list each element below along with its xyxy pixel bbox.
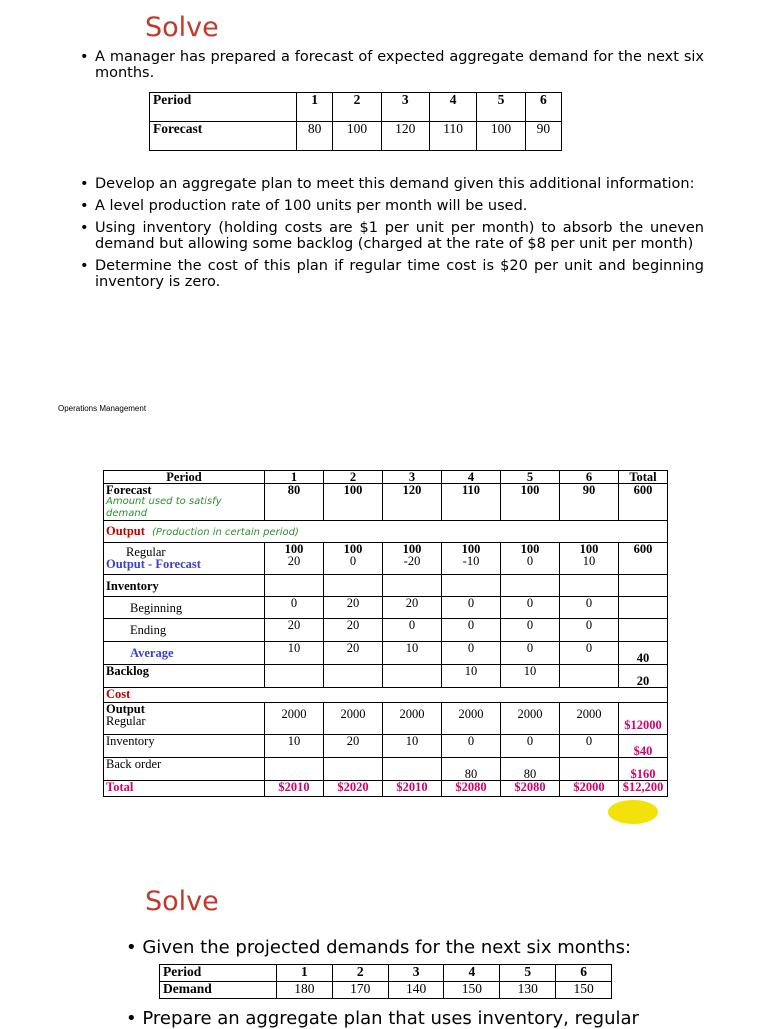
- slide-footer: Operations Management: [58, 404, 147, 413]
- cost-total-value: $2080: [442, 781, 501, 797]
- cost-backorder-value: 80: [442, 758, 501, 781]
- bullet-item: • A level production rate of 100 units per month will be used.: [80, 198, 704, 214]
- cost-regular-value: 2000: [501, 703, 560, 735]
- forecast-value: 100: [501, 484, 560, 521]
- cost-regular-value: 2000: [324, 703, 383, 735]
- period-cell: 3: [381, 93, 429, 122]
- period-label: Period: [150, 93, 297, 122]
- header-period: 4: [442, 471, 501, 484]
- average-value: 10: [265, 642, 324, 665]
- average-value: 10: [383, 642, 442, 665]
- cost-regular-total: $12000: [619, 703, 668, 735]
- demand-cell: 150: [556, 982, 612, 999]
- table-row: [104, 521, 668, 543]
- cost-regular-value: 2000: [442, 703, 501, 735]
- demand-cell: 140: [388, 982, 444, 999]
- ending-value: 20: [324, 619, 383, 642]
- period-cell: 4: [429, 93, 476, 122]
- table-row: [104, 597, 668, 619]
- aggregate-plan-table: [103, 470, 668, 797]
- beginning-value: 20: [324, 597, 383, 619]
- regular-total: 600: [619, 543, 668, 575]
- slide2-title: Solve: [145, 886, 219, 917]
- forecast-note: Amount used to satisfy demand: [106, 496, 222, 519]
- cost-regular-value: 2000: [265, 703, 324, 735]
- average-value: 0: [442, 642, 501, 665]
- cost-backorder-value: 80: [501, 758, 560, 781]
- ending-value: 0: [501, 619, 560, 642]
- cost-total-value: $2010: [383, 781, 442, 797]
- cost-inventory-value: 10: [383, 735, 442, 758]
- period-cell: 5: [500, 965, 556, 982]
- bullet-dot: •: [126, 1008, 137, 1029]
- ending-value: 0: [442, 619, 501, 642]
- cost-backorder-label: Back order: [104, 758, 265, 781]
- table-row: [104, 642, 668, 665]
- slide2-bullet-2: [126, 1008, 639, 1029]
- table-row: [104, 688, 668, 703]
- intro-bullet: • A manager has prepared a forecast of expected aggregate demand for the next six months.: [80, 49, 704, 81]
- backlog-label: Backlog: [104, 665, 265, 688]
- period-row: [160, 965, 612, 982]
- demand-cell: 150: [444, 982, 500, 999]
- backlog-total: 20: [619, 665, 668, 688]
- forecast-cell: 120: [381, 122, 429, 151]
- cost-backorder-value: [324, 758, 383, 781]
- forecast-label: Forecast: [150, 122, 297, 151]
- cost-inventory-value: 20: [324, 735, 383, 758]
- cost-inventory-value: 0: [442, 735, 501, 758]
- period-cell: 2: [332, 965, 388, 982]
- header-period: 1: [265, 471, 324, 484]
- cost-inventory-total: $40: [619, 735, 668, 758]
- cost-total-value: $2080: [501, 781, 560, 797]
- bullet-item: • Determine the cost of this plan if regular time cost is $20 per unit and beginning inventory is zero.: [80, 258, 704, 290]
- regular-value: 100: [284, 542, 304, 556]
- beginning-label: Beginning: [104, 597, 265, 619]
- cost-backorder-value: [560, 758, 619, 781]
- demand-table: [159, 964, 612, 999]
- header-period-label: Period: [104, 471, 265, 484]
- period-label: Period: [160, 965, 277, 982]
- regular-value: 100: [579, 542, 599, 556]
- backlog-value: [324, 665, 383, 688]
- backlog-value: [560, 665, 619, 688]
- beginning-value: 0: [442, 597, 501, 619]
- output-note: (Production in certain period): [152, 526, 299, 538]
- slide1-intro: [80, 49, 704, 81]
- demand-row: [160, 982, 612, 999]
- cost-inventory-value: 10: [265, 735, 324, 758]
- forecast-value: 120: [383, 484, 442, 521]
- cost-total-value: $2000: [560, 781, 619, 797]
- forecast-cell: 90: [525, 122, 561, 151]
- ending-value: 0: [560, 619, 619, 642]
- cost-regular-value: 2000: [383, 703, 442, 735]
- average-total: 40: [619, 642, 668, 665]
- period-cell: 3: [388, 965, 444, 982]
- table-row: [104, 575, 668, 597]
- forecast-cell: 100: [477, 122, 525, 151]
- output-minus-forecast-label: Output - Forecast: [106, 557, 201, 571]
- forecast-value: 90: [560, 484, 619, 521]
- bullet-item: • Using inventory (holding costs are $1 per unit per month) to absorb the uneven demand but allowing some backlog (charged at the rate of $8 per unit per month): [80, 220, 704, 252]
- demand-cell: 130: [500, 982, 556, 999]
- forecast-value: 110: [442, 484, 501, 521]
- demand-cell: 170: [332, 982, 388, 999]
- cost-regular-value: 2000: [560, 703, 619, 735]
- regular-value: 100: [402, 542, 422, 556]
- cost-label: Cost: [104, 688, 668, 703]
- regular-value: 100: [461, 542, 481, 556]
- table-row: [104, 543, 668, 575]
- cost-total-value: $2020: [324, 781, 383, 797]
- demand-label: Demand: [160, 982, 277, 999]
- average-value: 20: [324, 642, 383, 665]
- cost-total-value: $2010: [265, 781, 324, 797]
- beginning-value: 0: [560, 597, 619, 619]
- cost-grand-total: $12,200: [619, 781, 668, 797]
- ending-label: Ending: [104, 619, 265, 642]
- forecast-label: Forecast: [106, 483, 152, 497]
- cost-inventory-value: 0: [560, 735, 619, 758]
- beginning-value: 0: [501, 597, 560, 619]
- header-period: 3: [383, 471, 442, 484]
- backlog-value: 10: [442, 665, 501, 688]
- table-row: [104, 781, 668, 797]
- beginning-value: 0: [265, 597, 324, 619]
- ending-value: 20: [265, 619, 324, 642]
- cost-backorder-total: $160: [619, 758, 668, 781]
- output-label: Output: [106, 523, 145, 538]
- cost-backorder-value: [383, 758, 442, 781]
- diff-value: 0: [349, 554, 357, 568]
- table-row: [104, 471, 668, 484]
- period-row: [150, 93, 562, 122]
- header-period: 6: [560, 471, 619, 484]
- average-value: 0: [560, 642, 619, 665]
- header-total: Total: [619, 471, 668, 484]
- forecast-cell: 80: [297, 122, 333, 151]
- cost-total-label: Total: [104, 781, 265, 797]
- forecast-total: 600: [619, 484, 668, 521]
- forecast-value: 80: [265, 484, 324, 521]
- period-cell: 4: [444, 965, 500, 982]
- diff-value: 0: [526, 554, 534, 568]
- slide2-bullet2-text: Prepare an aggregate plan that uses inventory, regular: [142, 1008, 639, 1029]
- regular-value: 100: [520, 542, 540, 556]
- backlog-value: 10: [501, 665, 560, 688]
- slide2-bullet: [126, 937, 631, 958]
- diff-value: -20: [403, 554, 421, 568]
- table-row: [104, 703, 668, 735]
- diff-value: 10: [582, 554, 596, 568]
- period-cell: 6: [525, 93, 561, 122]
- average-label: Average: [104, 642, 265, 665]
- period-cell: 2: [333, 93, 381, 122]
- cost-inventory-label: Inventory: [104, 735, 265, 758]
- average-value: 0: [501, 642, 560, 665]
- inventory-label: Inventory: [104, 575, 265, 597]
- table-row: [104, 484, 668, 521]
- table-row: [104, 758, 668, 781]
- total-highlight-ellipse: [608, 800, 658, 824]
- forecast-table: [149, 92, 562, 151]
- table-row: [104, 735, 668, 758]
- cost-regular-label: Regular: [106, 714, 146, 728]
- table-row: [104, 665, 668, 688]
- slide2-bullet-text: Given the projected demands for the next six months:: [142, 937, 632, 958]
- cost-inventory-value: 0: [501, 735, 560, 758]
- forecast-value: 100: [324, 484, 383, 521]
- cost-output-label: Output: [106, 702, 145, 716]
- table-row: [104, 619, 668, 642]
- ending-value: 0: [383, 619, 442, 642]
- period-cell: 1: [297, 93, 333, 122]
- demand-cell: 180: [277, 982, 333, 999]
- period-cell: 5: [477, 93, 525, 122]
- diff-value: 20: [287, 554, 301, 568]
- forecast-cell: 110: [429, 122, 476, 151]
- regular-label: Regular: [126, 545, 166, 559]
- period-cell: 6: [556, 965, 612, 982]
- backlog-value: [265, 665, 324, 688]
- diff-value: -10: [462, 554, 480, 568]
- slide1-bullets: [80, 176, 704, 290]
- header-period: 2: [324, 471, 383, 484]
- beginning-value: 20: [383, 597, 442, 619]
- forecast-cell: 100: [333, 122, 381, 151]
- forecast-row: [150, 122, 562, 151]
- header-period: 5: [501, 471, 560, 484]
- cost-backorder-value: [265, 758, 324, 781]
- bullet-item: • Develop an aggregate plan to meet this demand given this additional information:: [80, 176, 704, 192]
- regular-value: 100: [343, 542, 363, 556]
- bullet-dot: •: [126, 937, 137, 958]
- backlog-value: [383, 665, 442, 688]
- slide1-title: Solve: [145, 12, 219, 43]
- period-cell: 1: [277, 965, 333, 982]
